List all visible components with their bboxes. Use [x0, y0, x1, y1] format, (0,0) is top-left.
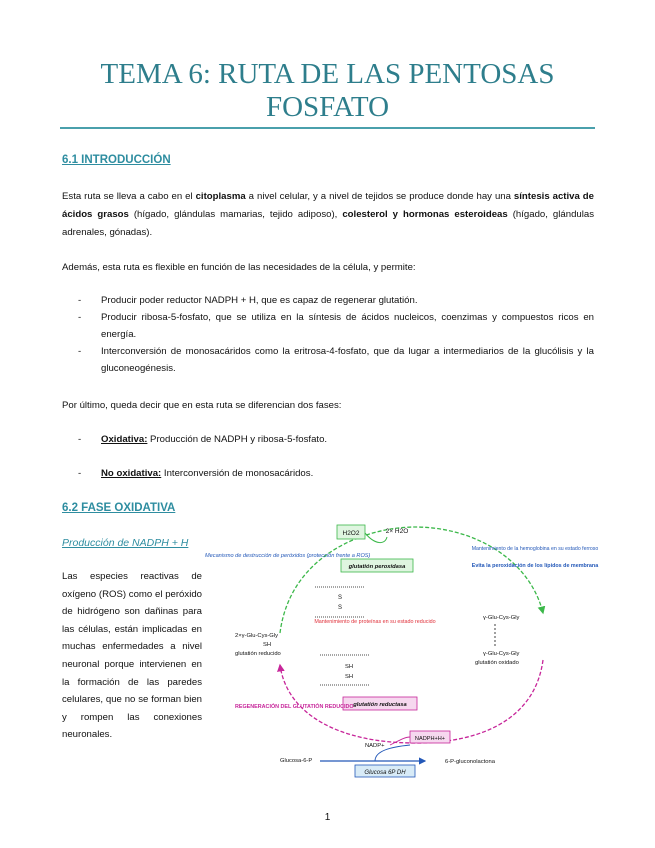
h2o2-label: H2O2 — [342, 530, 360, 537]
gamma-glu-right: γ-Glu-Cys-Gly — [483, 615, 520, 621]
bullet-interconversion: Interconversión de monosacáridos como la eritrosa-4-fosfato, que da lugar a intermediarios de la glucólisis y la gluconeogénesis. — [101, 346, 594, 374]
glutathione-reductase-label: glutatión reductasa — [353, 702, 407, 708]
section-heading-intro: 6.1 INTRODUCCIÓN — [62, 154, 171, 166]
list-item: - Producir ribosa-5-fosfato, que se utiliza en la síntesis de ácidos nucleicos, coenzimas y compuestos ricos en energía. — [62, 309, 594, 343]
list-item: - Producir poder reductor NADPH + H, que es capaz de regenerar glutatión. — [62, 292, 594, 309]
title-divider — [60, 127, 595, 129]
oxidized-gamma-glu: γ-Glu-Cys-Gly — [483, 651, 520, 657]
mechanism-label — [205, 553, 371, 559]
mechanism-text: Mecanismo de destrucción de peróxidos (protección frente a ROS) — [205, 553, 371, 559]
nadp-label: NADP+ — [365, 743, 385, 749]
phase-oxidative-label: Oxidativa: — [101, 434, 148, 445]
glucose-6p-label: Glucosa-6-P — [280, 758, 313, 764]
phases-intro: Por último, queda decir que en esta ruta se diferencian dos fases: — [62, 400, 342, 411]
intro-bold-cholesterol: colesterol y hormonas esteroideas — [342, 209, 508, 220]
flexibility-paragraph: Además, esta ruta es flexible en función de las necesidades de la célula, y permite: — [62, 262, 416, 273]
list-item: - Oxidativa: Producción de NADPH y ribosa-5-fosfato. — [78, 434, 328, 445]
intro-paragraph — [62, 188, 594, 242]
glutathione-diagram — [205, 515, 599, 780]
h2o-label: 2× H2O — [385, 528, 409, 535]
hemoglobin-label: Mantenimiento de la hemoglobina en su estado ferroso — [471, 546, 599, 552]
protein-maintenance-label: Mantenimiento de proteínas en su estado reducido — [314, 619, 436, 625]
gluconolactone-label: 6-P-gluconolactona — [445, 759, 495, 765]
glutathione-peroxidase-label: glutatión peroxidasa — [348, 564, 406, 570]
reduced-sh: SH — [263, 642, 272, 648]
intro-bold-cytoplasm: citoplasma — [195, 191, 246, 202]
regeneration-text: REGENERACIÓN DEL GLUTATIÓN REDUCIDO — [235, 704, 354, 710]
intro-text-2: a nivel celular, y a nivel de tejidos se produce donde hay una — [245, 191, 514, 202]
reduced-glutathione-label: glutatión reducido — [235, 651, 281, 657]
disulfide-s1: S — [337, 595, 343, 601]
disulfide-s2: S — [337, 605, 343, 611]
reduced-gamma-glu: 2×γ-Glu-Cys-Gly — [235, 633, 278, 639]
intro-text-3: (hígado, glándulas mamarias, tejido adiposo), — [128, 209, 343, 220]
thiol-sh1: SH — [344, 664, 354, 670]
list-item: - Interconversión de monosacáridos como la eritrosa-4-fosfato, que da lugar a intermediarios de la glucólisis y la gluconeogénesis. — [62, 343, 594, 377]
lipid-label: Evita la peroxidación de los lípidos de membrana — [471, 563, 599, 569]
page-number: 1 — [324, 812, 331, 823]
g6pdh-enzyme-label: Glucosa 6P DH — [364, 770, 406, 776]
bullet-ribose: Producir ribosa-5-fosfato, que se utiliza en la síntesis de ácidos nucleicos, coenzimas y compuestos ricos en energía. — [101, 312, 594, 340]
ros-paragraph: Las especies reactivas de oxígeno (ROS) como el peróxido de hidrógeno son dañinas para las células, están implicadas en muchas enfermedades a nivel neuronal porque intervienen en la formación de las paredes celulares, que no se forman bien y rompen las conexiones neuronales. — [62, 571, 202, 741]
oxidized-glutathione-label: glutatión oxidado — [475, 660, 519, 666]
subheading-nadph: Producción de NADPH + H — [62, 537, 189, 549]
section-heading-oxidative: 6.2 FASE OXIDATIVA — [62, 502, 176, 514]
phase-oxidative-text: Producción de NADPH y ribosa-5-fosfato. — [147, 434, 328, 445]
thiol-sh2: SH — [344, 674, 354, 680]
intro-text-1: Esta ruta se lleva a cabo en el — [62, 191, 196, 202]
intro-bold-fatty-acids: síntesis activa de ácidos grasos — [62, 191, 594, 220]
intro-text-4: (hígado, glándulas adrenales, gónadas). — [62, 209, 595, 238]
nadph-label: NADPH+H+ — [414, 736, 446, 742]
list-item: - No oxidativa: Interconversión de monosacáridos. — [78, 468, 314, 479]
regeneration-label — [235, 702, 354, 710]
phase-nonoxidative-text: Interconversión de monosacáridos. — [161, 468, 314, 479]
bullet-nadph: Producir poder reductor NADPH + H, que es capaz de regenerar glutatión. — [101, 295, 418, 306]
page-title: TEMA 6: RUTA DE LAS PENTOSAS FOSFATO — [100, 58, 555, 123]
phase-nonoxidative-label: No oxidativa: — [101, 468, 162, 479]
